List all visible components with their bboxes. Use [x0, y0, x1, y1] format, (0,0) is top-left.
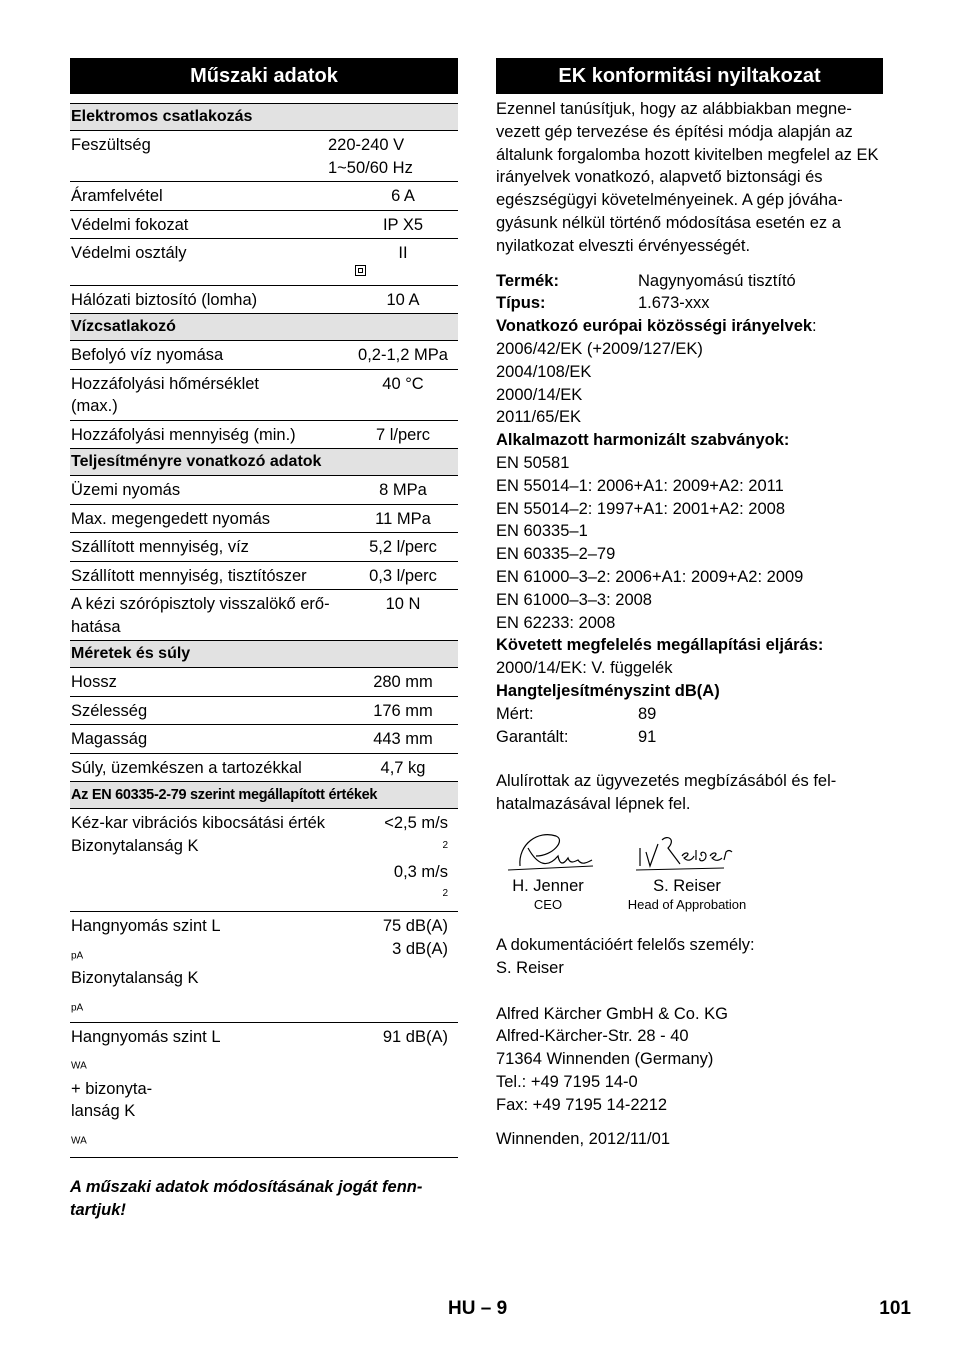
address-line: Alfred-Kärcher-Str. 28 - 40	[496, 1027, 689, 1046]
product-line: Termék: Nagynyomású tisztító	[496, 271, 796, 290]
address-line: 71364 Winnenden (Germany)	[496, 1050, 714, 1069]
guaranteed-line: Garantált: 91	[496, 727, 657, 746]
spec-table	[70, 103, 458, 1158]
conformity-title: EK konformitási nyiltakozat	[496, 58, 883, 94]
standard-item: EN 50581	[496, 453, 570, 472]
spec-row-recoil-force: A kézi szórópisztoly visszalökő erő- hatása 10 N	[70, 590, 458, 641]
spec-row-vibration: Kéz-kar vibrációs kibocsátási érték Bizonytalanság K <2,5 m/s $^2$ 0,3 m/s $^2$	[70, 809, 458, 912]
type-line: Típus: 1.673-xxx	[496, 294, 710, 313]
page-number: 101	[879, 1298, 911, 1319]
section-heading-water: Vízcsatlakozó	[70, 314, 458, 341]
fax-line: Fax: +49 7195 14-2212	[496, 1095, 668, 1114]
phone-line: Tel.: +49 7195 14-0	[496, 1072, 638, 1091]
sound-level-heading: Hangteljesítményszint dB(A)	[496, 681, 720, 700]
standard-item: EN 60335–2–79	[496, 545, 616, 564]
documentation-label: A dokumentációért felelős személy:	[496, 935, 755, 954]
place-date: Winnenden, 2012/11/01	[496, 1130, 670, 1149]
conformity-column	[496, 58, 883, 1151]
spec-row-sound-pressure: Hangnyomás szint L $_{pA}$ Bizonytalanság K $_{pA}$ 75 dB(A) 3 dB(A)	[70, 912, 458, 1023]
measured-line: Mért: 89	[496, 704, 657, 723]
section-heading-performance: Teljesítményre vonatkozó adatok	[70, 449, 458, 476]
intro-paragraph: Ezennel tanúsítjuk, hogy az alábbiakban megne-vezett gép tervezése és építési módja alapján az általunk forgalomba hozott kivitelben megfelel az EK irányelvek vonatkozó, alapvető biztonsági és egészségügyi követelményeinek. A gép jóváha-gyásunk nélkül történő módosítása esetén ez a nyilatkozat elveszti érvényességét.	[496, 100, 879, 255]
section-heading-en-values: Az EN 60335-2-79 szerint megállapított értékek	[70, 782, 458, 809]
directive-item: 2006/42/EK (+2009/127/EK)	[496, 339, 703, 358]
signatures	[496, 826, 883, 914]
address-line: Alfred Kärcher GmbH & Co. KG	[496, 1004, 728, 1023]
signature-reiser: S. Reiser Head of Approbation	[622, 826, 752, 914]
spec-row-flow-water: Szállított mennyiség, víz 5,2 l/perc	[70, 533, 458, 562]
standard-item: EN 60335–1	[496, 522, 588, 541]
directive-item: 2011/65/EK	[496, 408, 582, 427]
spec-row-sound-power: Hangnyomás szint L $_{WA}$ + bizonyta- lanság K $_{WA}$ 91 dB(A)	[70, 1023, 458, 1158]
spec-row-inlet-pressure: Befolyó víz nyomása 0,2-1,2 MPa	[70, 341, 458, 370]
documentation-person: S. Reiser	[496, 958, 564, 977]
standards-heading: Alkalmazott harmonizált szabványok:	[496, 431, 790, 450]
footer-section-label: HU – 9	[448, 1298, 508, 1319]
section-heading-electrical: Elektromos csatlakozás	[70, 104, 458, 131]
spec-row-inlet-flow: Hozzáfolyási mennyiség (min.) 7 l/perc	[70, 421, 458, 450]
technical-data-column	[70, 58, 458, 1222]
spec-row-weight: Súly, üzemkészen a tartozékkal 4,7 kg	[70, 754, 458, 783]
standard-item: EN 62233: 2008	[496, 613, 616, 632]
spec-row-width: Szélesség 176 mm	[70, 697, 458, 726]
spec-row-fuse: Hálózati biztosító (lomha) 10 A	[70, 286, 458, 315]
procedure-value: 2000/14/EK: V. függelék	[496, 659, 673, 678]
technical-data-title: Műszaki adatok	[70, 58, 458, 94]
spec-row-length: Hossz 280 mm	[70, 668, 458, 697]
standard-item: EN 55014–2: 1997+A1: 2001+A2: 2008	[496, 499, 785, 518]
spec-row-height: Magasság 443 mm	[70, 725, 458, 754]
signature-reiser-image	[622, 826, 752, 876]
spec-row-voltage: Feszültség 220-240 V 1~50/60 Hz	[70, 131, 458, 182]
spec-row-max-pressure: Max. megengedett nyomás 11 MPa	[70, 505, 458, 534]
standard-item: EN 61000–3–2: 2006+A1: 2009+A2: 2009	[496, 567, 804, 586]
signature-jenner: H. Jenner CEO	[498, 826, 598, 914]
directive-item: 2004/108/EK	[496, 362, 592, 381]
spec-row-protection-class: Védelmi osztály II	[70, 239, 458, 286]
spec-row-flow-detergent: Szállított mennyiség, tisztítószer 0,3 l/perc	[70, 562, 458, 591]
modification-note: A műszaki adatok módosításának jogát fenn-tartjuk!	[70, 1177, 423, 1219]
standard-item: EN 55014–1: 2006+A1: 2009+A2: 2011	[496, 476, 784, 495]
signature-jenner-image	[498, 826, 598, 876]
spec-row-protection-grade: Védelmi fokozat IP X5	[70, 211, 458, 240]
directives-heading: Vonatkozó európai közösségi irányelvek:	[496, 317, 817, 336]
directive-item: 2000/14/EK	[496, 385, 583, 404]
protection-class-II-icon	[355, 265, 366, 276]
spec-row-inlet-temperature: Hozzáfolyási hőmérséklet (max.) 40 °C	[70, 370, 458, 421]
spec-row-current: Áramfelvétel 6 A	[70, 182, 458, 211]
procedure-heading: Követett megfelelés megállapítási eljárás:	[496, 636, 824, 655]
spec-row-working-pressure: Üzemi nyomás 8 MPa	[70, 476, 458, 505]
section-heading-dimensions: Méretek és súly	[70, 641, 458, 668]
standard-item: EN 61000–3–3: 2008	[496, 590, 652, 609]
authorization-text: Alulírottak az ügyvezetés megbízásából és fel-hatalmazásával lépnek fel.	[496, 772, 837, 814]
